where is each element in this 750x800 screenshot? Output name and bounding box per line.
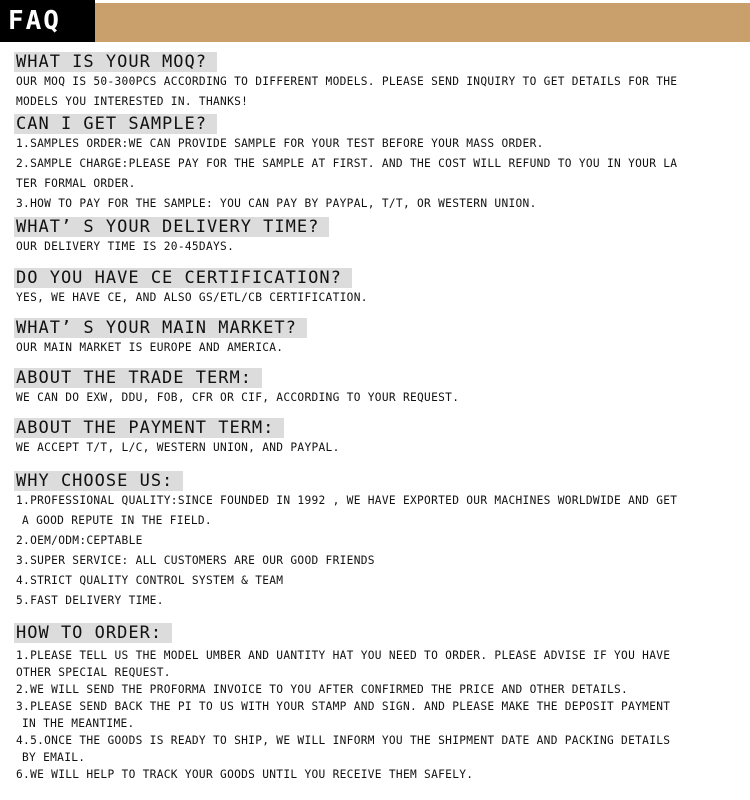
faq-section-certification [14,268,738,308]
question-heading: ABOUT THE TRADE TERM: [14,368,262,388]
answer-line: WE ACCEPT T/T, L/C, WESTERN UNION, AND PAYPAL. [16,441,340,454]
answer-line: BY EMAIL. [22,751,86,764]
answer-line: WE CAN DO EXW, DDU, FOB, CFR OR CIF, ACCORDING TO YOUR REQUEST. [16,391,460,404]
faq-section-delivery [14,217,738,257]
question-heading: ABOUT THE PAYMENT TERM: [14,418,284,438]
answer-line: 1.PROFESSIONAL QUALITY:SINCE FOUNDED IN 1992 , WE HAVE EXPORTED OUR MACHINES WORLDWIDE AND GET [16,494,678,507]
question-heading: HOW TO ORDER: [14,623,172,643]
answer-line: 3.SUPER SERVICE: ALL CUSTOMERS ARE OUR GOOD FRIENDS [16,554,375,567]
faq-section-moq [14,52,738,112]
faq-header [0,0,750,42]
answer-line: 2.OEM/ODM:CEPTABLE [16,534,143,547]
answer-line: OUR MOQ IS 50-300PCS ACCORDING TO DIFFERENT MODELS. PLEASE SEND INQUIRY TO GET DETAILS FOR THE [16,75,678,88]
question-heading: WHY CHOOSE US: [14,471,183,491]
faq-section-how-to-order [14,623,738,783]
faq-section-sample [14,114,738,214]
answer-line: IN THE MEANTIME. [22,717,135,730]
faq-section-trade-term [14,368,738,408]
answer-line: 1.PLEASE TELL US THE MODEL UMBER AND UANTITY HAT YOU NEED TO ORDER. PLEASE ADVISE IF YOU HAVE [16,649,671,662]
answer-line: 1.SAMPLES ORDER:WE CAN PROVIDE SAMPLE FOR YOUR TEST BEFORE YOUR MASS ORDER. [16,137,544,150]
answer-line: OUR DELIVERY TIME IS 20-45DAYS. [16,240,235,253]
answer-line: 4.5.ONCE THE GOODS IS READY TO SHIP, WE WILL INFORM YOU THE SHIPMENT DATE AND PACKING DETAILS [16,734,671,747]
answer-line: A GOOD REPUTE IN THE FIELD. [22,514,212,527]
question-heading: DO YOU HAVE CE CERTIFICATION? [14,268,352,288]
answer-line: 6.WE WILL HELP TO TRACK YOUR GOODS UNTIL YOU RECEIVE THEM SAFELY. [16,768,474,781]
header-accent-bar [95,3,750,42]
answer-line: 5.FAST DELIVERY TIME. [16,594,164,607]
answer-line: OTHER SPECIAL REQUEST. [16,666,171,679]
answer-line: 2.SAMPLE CHARGE:PLEASE PAY FOR THE SAMPLE AT FIRST. AND THE COST WILL REFUND TO YOU IN YOUR LA [16,157,678,170]
answer-line: 3.PLEASE SEND BACK THE PI TO US WITH YOUR STAMP AND SIGN. AND PLEASE MAKE THE DEPOSIT PAYMENT [16,700,671,713]
faq-section-market [14,318,738,358]
answer-line: 2.WE WILL SEND THE PROFORMA INVOICE TO YOU AFTER CONFIRMED THE PRICE AND OTHER DETAILS. [16,683,629,696]
question-heading: WHAT IS YOUR MOQ? [14,52,217,72]
question-heading: CAN I GET SAMPLE? [14,114,217,134]
answer-line: MODELS YOU INTERESTED IN. THANKS! [16,95,249,108]
answer-line: OUR MAIN MARKET IS EUROPE AND AMERICA. [16,341,284,354]
question-heading: WHAT’ S YOUR MAIN MARKET? [14,318,307,338]
faq-section-payment-term [14,418,738,458]
answer-line: 4.STRICT QUALITY CONTROL SYSTEM & TEAM [16,574,284,587]
question-heading: WHAT’ S YOUR DELIVERY TIME? [14,217,329,237]
faq-title: FAQ [0,0,95,42]
answer-line: YES, WE HAVE CE, AND ALSO GS/ETL/CB CERTIFICATION. [16,291,368,304]
answer-line: TER FORMAL ORDER. [16,177,136,190]
faq-section-why-choose-us [14,471,738,611]
answer-line: 3.HOW TO PAY FOR THE SAMPLE: YOU CAN PAY BY PAYPAL, T/T, OR WESTERN UNION. [16,197,537,210]
